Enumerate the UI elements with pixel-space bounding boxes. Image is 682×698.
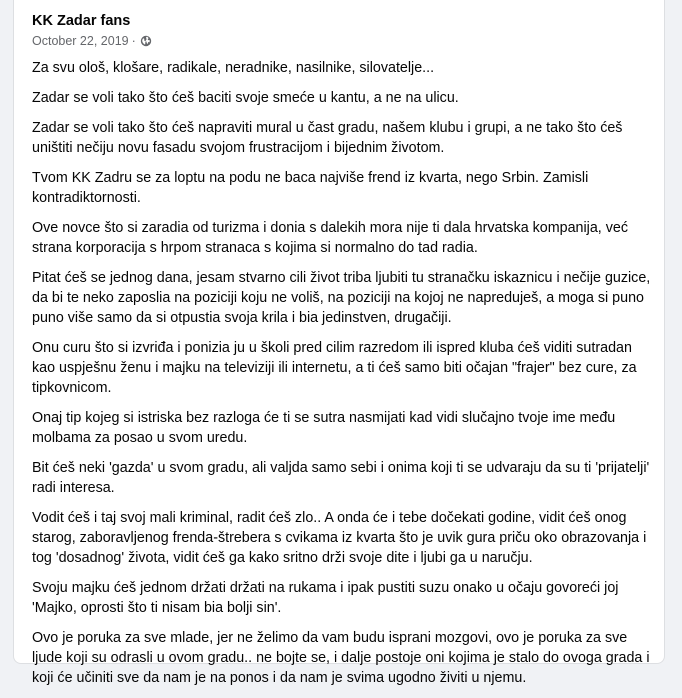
globe-icon[interactable] [140, 35, 152, 47]
post-paragraph: Pitat ćeš se jednog dana, jesam stvarno cili život triba ljubiti tu stranačku iskaznicu i nečije guzice, da bi te neko zaposlia na poziciji koju ne voliš, na poziciji na kojoj ne napreduješ, a moga si puno puno više samo da si otpustia svoja krila i bia jedinstven, drugačiji. [32, 270, 651, 326]
post-paragraph: Vodit ćeš i taj svoj mali kriminal, radit ćeš zlo.. A onda će i tebe dočekati godine, vidit ćeš onog starog, zaboravljenog frenda-štrebera s cvikama iz kvarta što je uvik gura priču oko obrazovanja i tog 'dosadnog' života, vidit ćeš ga kako sritno drži svoje dite i ljubi ga u naručju. [32, 510, 647, 566]
post-paragraph: Svoju majku ćeš jednom držati držati na rukama i ipak pustiti suzu onako u očaju govoreći joj 'Majko, oprosti što ti nisam bia bolji sin'. [32, 580, 619, 616]
page-name-link[interactable]: KK Zadar fans [32, 13, 131, 29]
post-body [32, 58, 656, 698]
post-paragraph: Bit ćeš neki 'gazda' u svom gradu, ali valjda samo sebi i onima koji ti se udvaraju da su ti 'prijatelji' radi interesa. [32, 460, 650, 496]
post-paragraph: Ove novce što si zaradia od turizma i donia s dalekih mora nije ti dala hrvatska kompanija, već strana korporacija s hrpom stranaca s kojima si normalno do tad radia. [32, 220, 628, 256]
post-meta [32, 33, 152, 49]
post-paragraph: Onu curu što si izvriđa i ponizia ju u školi pred cilim razredom ili ispred kluba ćeš viditi sutradan kao uspješnu ženu i majku na televiziji ili internetu, a ti ćeš samo biti očajan "frajer" bez cure, za tipkovnicom. [32, 340, 637, 396]
post-paragraph: Onaj tip kojeg si istriska bez razloga će ti se sutra nasmijati kad vidi slučajno tvoje ime među molbama za posao u svom uredu. [32, 410, 616, 446]
post-paragraph: Zadar se voli tako što ćeš baciti svoje smeće u kantu, a ne na ulicu. [32, 90, 459, 106]
post-date-link[interactable]: October 22, 2019 [32, 34, 129, 48]
post-paragraph: Zadar se voli tako što ćeš napraviti mural u čast gradu, našem klubu i grupi, a ne tako što ćeš uništiti nečiju novu fasadu svojom frustracijom i bijednim životom. [32, 120, 623, 156]
post-card [13, 0, 665, 686]
post-paragraph: Za svu ološ, klošare, radikale, neradnike, nasilnike, silovatelje... [32, 60, 435, 76]
post-paragraph: Tvom KK Zadru se za loptu na podu ne baca najviše frend iz kvarta, nego Srbin. Zamisli kontradiktornosti. [32, 170, 589, 206]
post-paragraph: Ovo je poruka za sve mlade, jer ne želimo da vam budu isprani mozgovi, ovo je poruka za sve ljude koji su odrasli u ovom gradu.. ne bojte se, i dalje postoje oni kojima je stalo do ovoga grada i koji će učiniti sve da nam je na ponos i da nam je svima ugodno živiti u njemu. [32, 630, 650, 686]
post-header [32, 12, 152, 49]
meta-separator: · [131, 34, 136, 48]
